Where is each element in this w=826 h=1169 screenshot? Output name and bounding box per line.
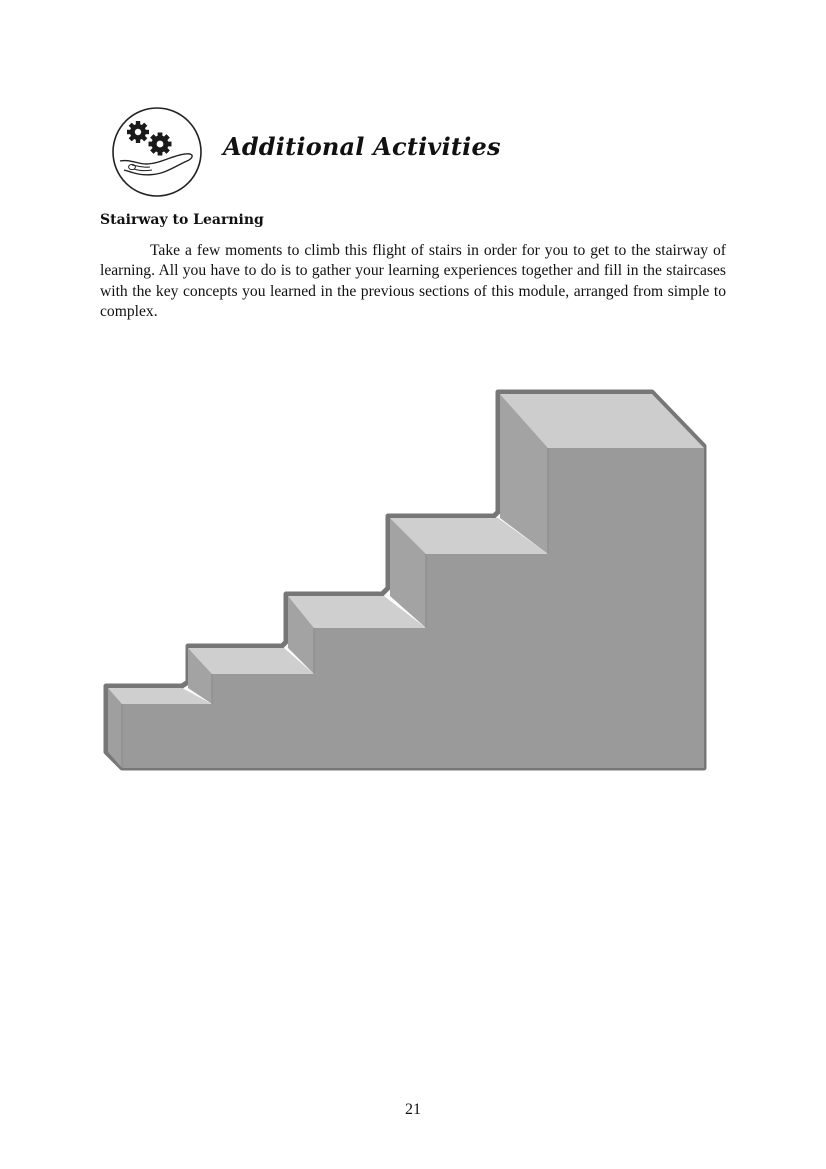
activity-subtitle: Stairway to Learning bbox=[100, 212, 264, 228]
section-title: Additional Activities bbox=[223, 132, 501, 161]
staircase-graphic bbox=[100, 386, 712, 776]
gears-on-hand-icon bbox=[110, 106, 204, 198]
page-number: 21 bbox=[405, 1101, 421, 1118]
activity-instructions: Take a few moments to climb this flight of stairs in order for you to get to the stairway of learning. All you have to do is to gather your learning experiences together and fill in the staircases with the key concepts you learned in the previous sections of this module, arranged from simple to complex. bbox=[100, 242, 726, 321]
